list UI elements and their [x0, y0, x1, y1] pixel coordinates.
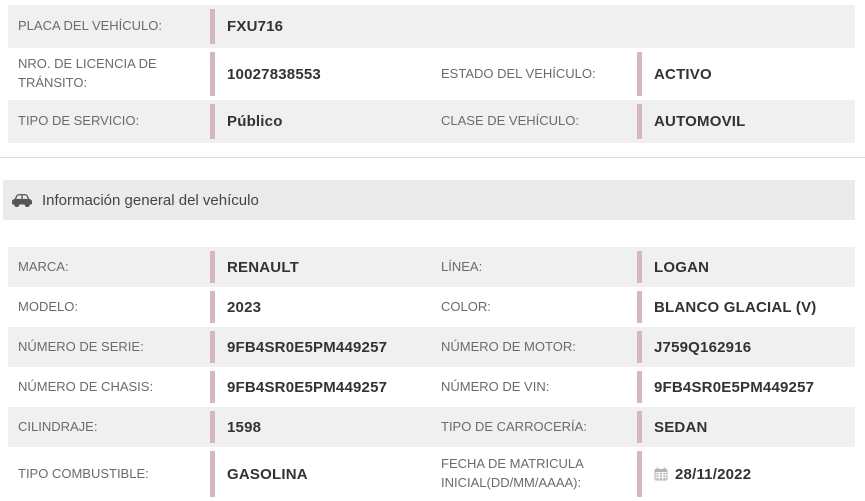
field-numero-vin: [437, 367, 855, 407]
vehicle-general-table: [8, 247, 855, 501]
vehicle-summary-table: [8, 5, 855, 143]
field-placa: [8, 5, 437, 48]
tipo-carroceria-value: SEDAN: [654, 418, 708, 436]
table-row: [8, 287, 855, 327]
color-label: COLOR:: [441, 298, 491, 314]
field-tipo-combustible: [8, 447, 437, 501]
field-numero-serie: [8, 327, 437, 367]
tipo-combustible-label: TIPO COMBUSTIBLE:: [18, 465, 149, 481]
car-icon: [12, 193, 32, 207]
field-marca: [8, 247, 437, 287]
field-licencia-transito: [8, 48, 437, 100]
fecha-matricula-label: FECHA DE MATRICULA INICIAL(DD/MM/AAAA):: [441, 456, 584, 490]
table-row: [8, 407, 855, 447]
numero-vin-value: 9FB4SR0E5PM449257: [654, 378, 815, 396]
table-row: [8, 367, 855, 407]
table-row: [8, 247, 855, 287]
empty-cell: [437, 5, 855, 48]
tipo-servicio-value: Público: [227, 113, 283, 130]
clase-vehiculo-label: CLASE DE VEHÍCULO:: [441, 113, 579, 129]
clase-vehiculo-value: AUTOMOVIL: [654, 113, 746, 130]
numero-serie-label: NÚMERO DE SERIE:: [18, 338, 144, 354]
estado-label: ESTADO DEL VEHÍCULO:: [441, 65, 596, 81]
estado-value: ACTIVO: [654, 65, 712, 83]
calendar-icon: [654, 467, 668, 481]
modelo-value: 2023: [227, 298, 262, 316]
field-modelo: [8, 287, 437, 327]
placa-label: PLACA DEL VEHÍCULO:: [18, 18, 163, 34]
numero-vin-label: NÚMERO DE VIN:: [441, 378, 550, 394]
linea-label: LÍNEA:: [441, 258, 483, 274]
table-row: [8, 48, 855, 100]
field-fecha-matricula: [437, 447, 855, 501]
general-info-section-title: Información general del vehículo: [42, 191, 259, 209]
marca-label: MARCA:: [18, 258, 69, 274]
field-clase-vehiculo: [437, 100, 855, 143]
table-row: [8, 447, 855, 501]
field-numero-chasis: [8, 367, 437, 407]
modelo-label: MODELO:: [18, 298, 78, 314]
numero-motor-value: J759Q162916: [654, 338, 752, 356]
field-cilindraje: [8, 407, 437, 447]
cilindraje-label: CILINDRAJE:: [18, 418, 98, 434]
licencia-value: 10027838553: [227, 65, 321, 83]
marca-value: RENAULT: [227, 258, 299, 276]
placa-value: FXU716: [227, 18, 284, 35]
linea-value: LOGAN: [654, 258, 710, 276]
general-info-section-header: [3, 180, 855, 220]
field-color: [437, 287, 855, 327]
cilindraje-value: 1598: [227, 418, 262, 436]
field-estado-vehiculo: [437, 48, 855, 100]
licencia-label: NRO. DE LICENCIA DE TRÁNSITO:: [18, 56, 157, 90]
tipo-servicio-label: TIPO DE SERVICIO:: [18, 113, 140, 129]
field-linea: [437, 247, 855, 287]
table-row: [8, 100, 855, 143]
fecha-matricula-value-wrap: [642, 447, 751, 501]
field-tipo-servicio: [8, 100, 437, 143]
field-numero-motor: [437, 327, 855, 367]
table-row: [8, 5, 855, 48]
color-value: BLANCO GLACIAL (V): [654, 298, 817, 316]
numero-chasis-label: NÚMERO DE CHASIS:: [18, 378, 154, 394]
section-divider: [0, 157, 865, 158]
field-tipo-carroceria: [437, 407, 855, 447]
tipo-combustible-value: GASOLINA: [227, 465, 308, 483]
numero-motor-label: NÚMERO DE MOTOR:: [441, 338, 576, 354]
fecha-matricula-value: 28/11/2022: [675, 465, 752, 483]
table-row: [8, 327, 855, 367]
numero-chasis-value: 9FB4SR0E5PM449257: [227, 378, 388, 396]
numero-serie-value: 9FB4SR0E5PM449257: [227, 338, 388, 356]
tipo-carroceria-label: TIPO DE CARROCERÍA:: [441, 418, 587, 434]
